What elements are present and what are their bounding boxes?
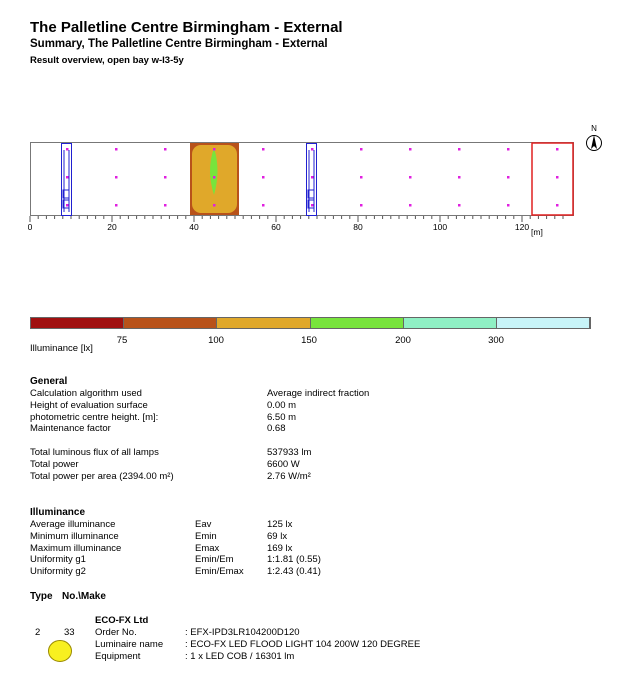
general-value: Average indirect fraction	[267, 388, 370, 399]
calculation-point	[66, 204, 69, 207]
calculation-point	[66, 148, 69, 151]
calculation-point	[311, 176, 314, 179]
x-tick-label: 120	[514, 222, 530, 232]
calculation-point	[556, 204, 559, 207]
calculation-point	[458, 148, 461, 151]
calculation-point	[311, 148, 314, 151]
calculation-point	[458, 176, 461, 179]
illuminance-label: Minimum illuminance	[30, 530, 119, 542]
legend-label: Illuminance [lx]	[30, 343, 93, 354]
site-plan	[0, 0, 620, 245]
luminaire-field-values	[185, 627, 420, 662]
luminaire-field-value: : ECO-FX LED FLOOD LIGHT 104 200W 120 DEGREE	[185, 638, 421, 650]
illuminance-symbols	[195, 519, 244, 578]
illuminance-label: Maximum illuminance	[30, 542, 122, 554]
general-value: 537933 lm	[267, 447, 312, 458]
luminaire-field-label: Luminaire name	[95, 638, 164, 650]
legend-tick: 150	[301, 335, 317, 346]
luminaire-symbol-icon	[46, 639, 74, 663]
illuminance-symbol: Emin	[195, 530, 217, 542]
luminaire-make: ECO-FX Ltd	[95, 615, 149, 626]
calculation-point	[507, 176, 510, 179]
general-values	[267, 388, 369, 435]
general-label: Total power per area (2394.00 m²)	[30, 470, 174, 482]
illuminance-value: 1:1.81 (0.55)	[267, 554, 321, 566]
illuminance-legend-bar	[30, 317, 591, 329]
x-tick-label: 0	[27, 222, 33, 232]
illuminance-label: Uniformity g1	[30, 554, 86, 566]
legend-tick: 300	[488, 335, 504, 346]
calculation-point	[213, 204, 216, 207]
general-heading: General	[30, 376, 68, 387]
calculation-point	[262, 148, 265, 151]
evaluation-area-outline	[31, 143, 574, 216]
legend-tick: 200	[395, 335, 411, 346]
x-tick-label: 60	[271, 222, 281, 232]
illuminance-value: 1:2.43 (0.41)	[267, 566, 321, 578]
calculation-point	[556, 176, 559, 179]
legend-color-segment	[311, 318, 404, 328]
general-value: 6600 W	[267, 458, 300, 470]
calculation-point	[115, 148, 118, 151]
legend-tick: 100	[208, 335, 224, 346]
illuminance-value: 125 lx	[267, 519, 293, 530]
general-totals-labels	[30, 447, 174, 482]
illuminance-symbol: Emin/Em	[195, 554, 234, 566]
calculation-point	[507, 204, 510, 207]
calculation-point	[311, 204, 314, 207]
calculation-point	[409, 204, 412, 207]
general-label: Total power	[30, 458, 79, 470]
legend-tick: 75	[116, 335, 128, 346]
legend-color-segment	[404, 318, 497, 328]
north-label: N	[591, 124, 597, 133]
calculation-point	[262, 204, 265, 207]
illuminance-heading: Illuminance	[30, 507, 86, 518]
x-tick-label: 80	[353, 222, 363, 232]
luminaire-type: 2	[35, 627, 41, 638]
illuminance-symbol: Emax	[195, 542, 220, 554]
illuminance-labels	[30, 519, 121, 578]
calculation-point	[66, 176, 69, 179]
luminaire-field-labels	[95, 627, 163, 662]
general-labels	[30, 388, 158, 435]
axis-unit-label: [m]	[531, 227, 543, 237]
x-tick-label: 20	[107, 222, 117, 232]
general-label: Calculation algorithm used	[30, 388, 142, 399]
result-overview-title: Result overview, open bay w-I3-5y	[30, 55, 184, 66]
general-value: 0.00 m	[267, 399, 297, 411]
general-label: Height of evaluation surface	[30, 399, 148, 411]
general-value: 6.50 m	[267, 411, 297, 423]
x-tick-label: 100	[432, 222, 448, 232]
luminaire-type-heading: Type	[30, 591, 53, 602]
calculation-point	[507, 148, 510, 151]
illuminance-label: Uniformity g2	[30, 566, 86, 578]
calculation-point	[115, 176, 118, 179]
general-label: Total luminous flux of all lamps	[30, 447, 159, 458]
legend-color-segment	[31, 318, 124, 328]
luminaire-field-label: Order No.	[95, 627, 137, 638]
calculation-point	[213, 176, 216, 179]
legend-color-segment	[124, 318, 217, 328]
luminaire-field-value: : 1 x LED COB / 16301 lm	[185, 650, 295, 662]
illuminance-symbol: Eav	[195, 519, 212, 530]
illuminance-value: 169 lx	[267, 542, 293, 554]
illuminance-value: 69 lx	[267, 530, 288, 542]
calculation-point	[409, 148, 412, 151]
general-label: Maintenance factor	[30, 423, 111, 435]
general-label: photometric centre height. [m]:	[30, 411, 159, 423]
calculation-point	[115, 204, 118, 207]
general-totals-values	[267, 447, 311, 482]
calculation-point	[262, 176, 265, 179]
page-title: The Palletline Centre Birmingham - External	[30, 19, 343, 36]
calculation-point	[409, 176, 412, 179]
legend-color-segment	[217, 318, 310, 328]
calculation-point	[164, 176, 167, 179]
calculation-point	[360, 148, 363, 151]
calculation-point	[556, 148, 559, 151]
legend-color-segment	[497, 318, 590, 328]
general-value: 0.68	[267, 423, 286, 435]
calculation-point	[164, 148, 167, 151]
calculation-point	[213, 148, 216, 151]
illuminance-label: Average illuminance	[30, 519, 116, 530]
x-tick-label: 40	[189, 222, 199, 232]
luminaire-no-make-heading: No.\Make	[62, 591, 106, 602]
luminaire-count: 33	[64, 627, 75, 638]
calculation-point	[360, 176, 363, 179]
north-arrow-icon	[587, 124, 602, 151]
calculation-point	[360, 204, 363, 207]
calculation-point	[458, 204, 461, 207]
illuminance-values	[267, 519, 321, 578]
illuminance-symbol: Emin/Emax	[195, 566, 244, 578]
luminaire-field-value: : EFX-IPD3LR104200D120	[185, 627, 300, 638]
calculation-point	[164, 204, 167, 207]
general-value: 2.76 W/m²	[267, 470, 311, 482]
page-subtitle: Summary, The Palletline Centre Birmingham - External	[30, 38, 328, 50]
luminaire-field-label: Equipment	[95, 650, 141, 662]
